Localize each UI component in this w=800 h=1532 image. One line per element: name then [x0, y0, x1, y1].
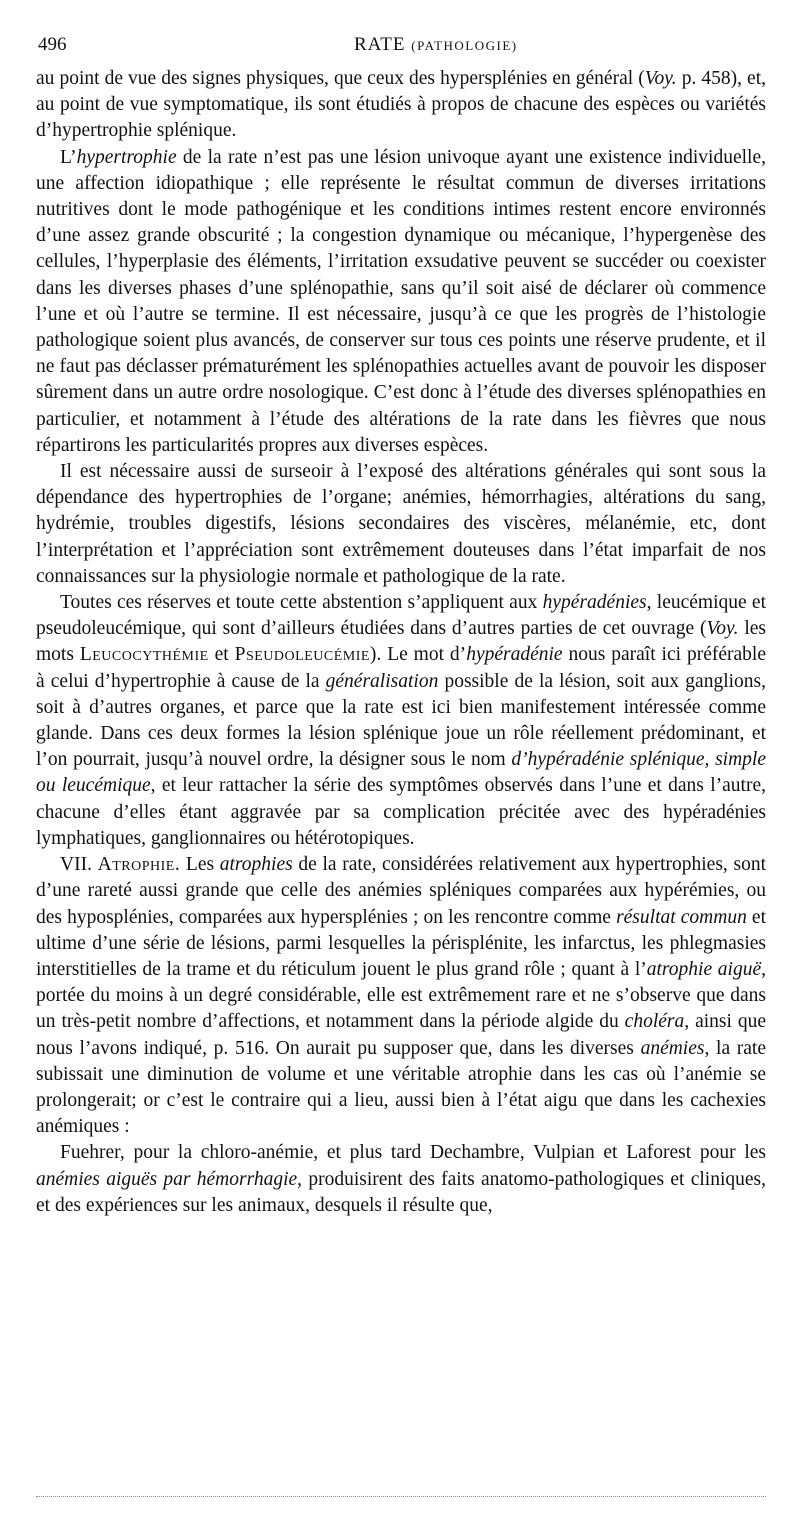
paragraph-3	[36, 459, 766, 590]
paragraph-2-prefix: L’	[60, 146, 77, 168]
term-hypertrophie: hypertrophie	[76, 146, 177, 168]
paragraph-3-text: Il est nécessaire aussi de surseoir à l’exposé des altérations générales qui sont sous la dépendance des hypertrophies de l’organe; anémies, hémorrhagies, altérations du sang, hydrémie, troubles digestifs, lésions secondaires des viscères, mélanémie, etc, dont l’interprétation et l’appréciation sont extrêmement douteuses dans l’état imparfait de nos connaissances sur la physiologie normale et pathologique de la rate.	[36, 461, 766, 587]
p4-text-4: et	[208, 644, 235, 666]
paragraph-4	[36, 590, 766, 852]
paragraph-1	[36, 66, 766, 145]
paragraph-2-text: de la rate n’est pas une lésion univoque ayant une existence individuelle, une affection idiopathique ; elle représente le résultat commun de diverses irritations nutritives dont le mode pathogénique et les conditions intimes restent encore environnés d’une assez grande obscurité ; la congestion dynamique ou mécanique, l’hypergenèse des cellules, l’hyperplasie des éléments, l’irritation exsudative peuvent se succéder ou coexister dans les diverses phases d’une splénopathie, sans qu’il soit aisé de déclarer où commence l’une et où l’autre se termine. Il est nécessaire, jusqu’à ce que les progrès de l’histologie pathologique soient plus avancés, de conserver sur tous ces points une réserve prudente, et il ne faut pas déclasser prématurément les splénopathies actuelles avant de pouvoir les disposer sûrement dans un autre ordre nosologique. C’est donc à l’étude des diverses splénopathies en particulier, et notamment à l’étude des altérations de la rate dans les fièvres que nous répartirons les particularités propres aux diverses espèces.	[36, 146, 766, 456]
term-resultat-commun: résultat commun	[616, 906, 747, 928]
p5-text-4: , portée du moins à un degré considérable, elle est extrêmement rare et ne s’observe que dans un très-petit nombre d’affections, et notamment dans la période algide du	[36, 958, 767, 1033]
page-number: 496	[38, 34, 67, 55]
p6-text-2: , produisirent des faits anatomo-pathologiques et cliniques, et des expériences sur les animaux, desquels il résulte que,	[36, 1168, 766, 1216]
paragraph-2	[36, 145, 766, 459]
voy-reference: Voy.	[706, 618, 739, 640]
running-title-main: RATE	[354, 34, 406, 55]
term-atrophie-aigue: atrophie aiguë	[646, 958, 762, 980]
p4-text-2: , leucémique et pseudoleucémique, qui sont d’ailleurs étudiées dans d’autres parties de cet ouvrage (	[36, 592, 767, 640]
p5-text-2: de la rate, considérées relativement aux hypertrophies, sont d’une rareté aussi grande que celle des anémies spléniques comparées aux hypérémies, ou des hyposplénies, comparées aux hypersplénies ; on les rencontre comme	[36, 854, 766, 928]
paragraph-1-text-cont: p. 458), et, au point de vue symptomatique, ils sont étudiés à propos de chacune des espèces ou variétés d’hypertrophie splénique.	[36, 68, 766, 142]
p5-text-5: , ainsi que nous l’avons indiqué, p. 516. On aurait pu supposer que, dans les diverses	[36, 1011, 767, 1059]
page-header	[38, 34, 770, 62]
term-anemies-aigues: anémies aiguës par hémorrhagie	[36, 1168, 298, 1190]
p5-text-1: Les	[180, 854, 220, 876]
p5-text-3: et ultime d’une série de lésions, parmi lesquelles la périsplénite, les infarctus, les phlegmasies interstitielles de la trame et du réticulum jouent le plus grand rôle ; quant à l’	[36, 906, 767, 980]
p6-text-1: Fuehrer, pour la chloro-anémie, et plus tard Dechambre, Vulpian et Laforest pour les	[60, 1142, 766, 1164]
term-anemies: anémies	[640, 1037, 705, 1059]
term-hyperadenie-splenique: d’hypéradénie splénique, simple ou leucémique	[36, 749, 766, 797]
term-hyperadenie: hypéradénie	[466, 644, 563, 666]
running-title-subtitle: (PATHOLOGIE)	[411, 38, 518, 53]
term-pseudoleucemie: Pseudoleucémie	[234, 644, 370, 666]
term-generalisation: généralisation	[325, 670, 439, 692]
section-number: VII.	[60, 854, 98, 876]
paragraph-1-text: au point de vue des signes physiques, que ceux des hypersplénies en général (	[36, 68, 645, 89]
term-cholera: choléra	[624, 1011, 685, 1033]
voy-reference: Voy.	[644, 68, 677, 89]
term-leucocythemie: Leucocythémie	[79, 644, 209, 666]
footer-dotted-rule	[36, 1496, 766, 1497]
paragraph-5	[36, 852, 766, 1140]
p4-text-7: possible de la lésion, soit aux ganglions, soit à d’autres organes, et parce que la rate est ici bien manifestement intéressée comme glande. Dans ces deux formes la lésion splénique joue un rôle réellement prédominant, et l’on pourrait, jusqu’à nouvel ordre, la désigner sous le nom	[36, 670, 766, 771]
p4-text-6: nous paraît ici préférable à celui d’hypertrophie à cause de la	[36, 644, 766, 692]
running-title	[354, 34, 518, 56]
paragraph-6	[36, 1140, 766, 1219]
p4-text-5: ). Le mot d’	[369, 644, 467, 666]
section-heading-atrophie: Atrophie.	[97, 854, 181, 876]
body-text	[36, 66, 766, 1219]
p4-text-3: les mots	[36, 618, 766, 666]
term-atrophies: atrophies	[219, 854, 293, 876]
p5-text-6: , la rate subissait une diminution de volume et une véritable atrophie dans les cas où l’anémie se prolongerait; or c’est le contraire qui a lieu, aussi bien à l’état aigu que dans les cachexies anémiques :	[36, 1037, 766, 1138]
p4-text-8: , et leur rattacher la série des symptômes observés dans l’une et dans l’autre, chacune d’elles étant aggravée par sa complication précitée avec des hypéradénies lymphatiques, ganglionnaires ou hétérotopiques.	[36, 775, 766, 849]
term-hyperadenies: hypéradénies	[542, 592, 647, 614]
p4-text-1: Toutes ces réserves et toute cette abstention s’appliquent aux	[60, 592, 543, 614]
